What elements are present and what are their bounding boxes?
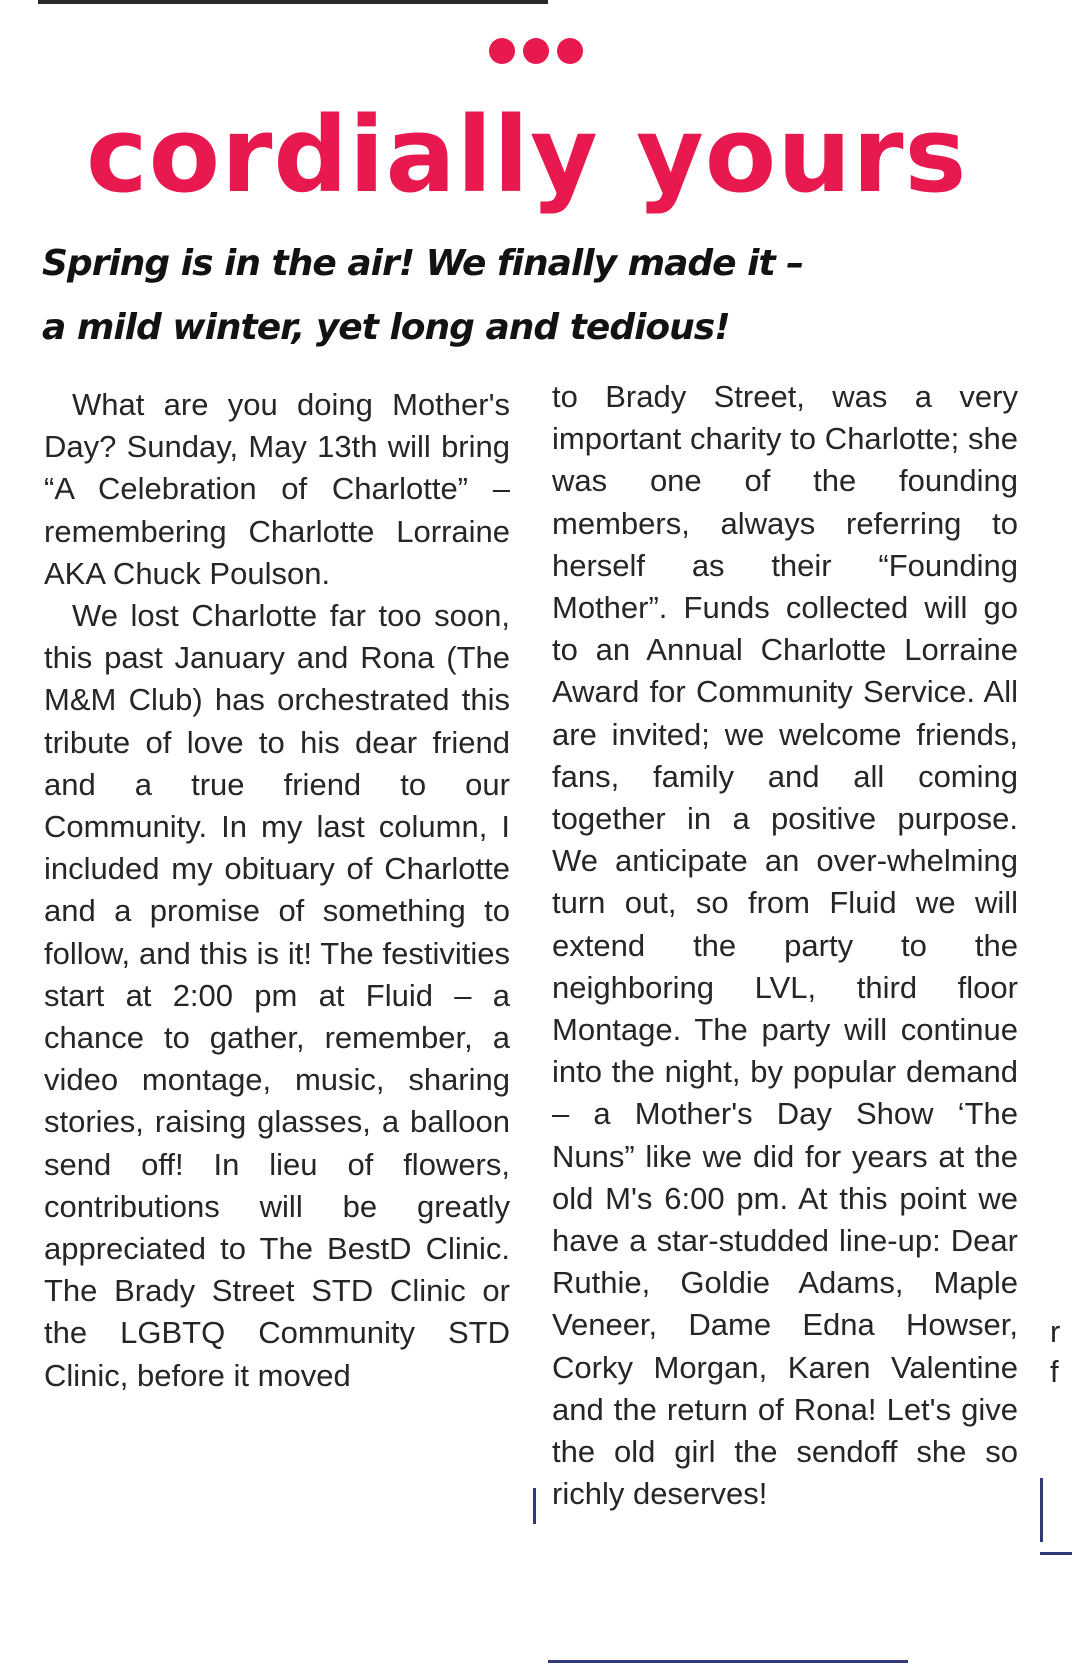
article-column-right [552,376,1018,1515]
dot-ornament [489,38,515,64]
article-paragraph: What are you doing Mother's Day? Sunday, May 13th will bring “A Celebration of Charlotte” – remembering Charlotte Lorraine AKA Chuck Poulson. [44,387,510,591]
masthead-dots [0,38,1072,64]
adjacent-column-fragment: f [1050,1354,1059,1389]
subheading-line-1: Spring is in the air! We finally made it – [42,243,804,284]
column-title: cordially yours [86,94,968,216]
adjacent-column-fragment: r [1050,1314,1061,1349]
article-paragraph: to Brady Street, was a very important charity to Charlotte; she was one of the founding members, always referring to herself as their “Founding Mother”. Funds collected will go to an Annual Charlotte Lorraine Award for Community Service. All are invited; we welcome friends, fans, family and all coming together in a positive purpose. We anticipate an over-whelming turn out, so from Fluid we will extend the party to the neighboring LVL, third floor Montage. The party will continue into the night, by popular demand – a Mother's Day Show ‘The Nuns” like we did for years at the old M's 6:00 pm. At this point we have a star-studded line-up: Dear Ruthie, Goldie Adams, Maple Veneer, Dame Edna Howser, Corky Morgan, Karen Valentine and the return of Rona! Let's give the old girl the sendoff she so richly deserves! [552,379,1018,1512]
article-paragraph: We lost Charlotte far too soon, this past January and Rona (The M&M Club) has orchestrated this tribute of love to his dear friend and a true friend to our Community. In my last column, I included my obituary of Charlotte and a promise of something to follow, and this is it! The festivities start at 2:00 pm at Fluid – a chance to gather, remember, a video montage, music, sharing stories, raising glasses, a balloon send off! In lieu of flowers, contributions will be greatly appreciated to The BestD Clinic. The Brady Street STD Clinic or the LGBTQ Community STD Clinic, before it moved [44,598,510,1393]
column-divider-mark [533,1488,536,1524]
article-subheading [42,232,1032,360]
top-rule [38,0,548,4]
dot-ornament [557,38,583,64]
dot-ornament [523,38,549,64]
adjacent-box-rule [1040,1552,1072,1555]
bottom-rule [548,1660,908,1663]
adjacent-box-border [1040,1478,1043,1542]
article-column-left [44,384,510,1397]
subheading-line-2: a mild winter, yet long and tedious! [42,307,730,348]
